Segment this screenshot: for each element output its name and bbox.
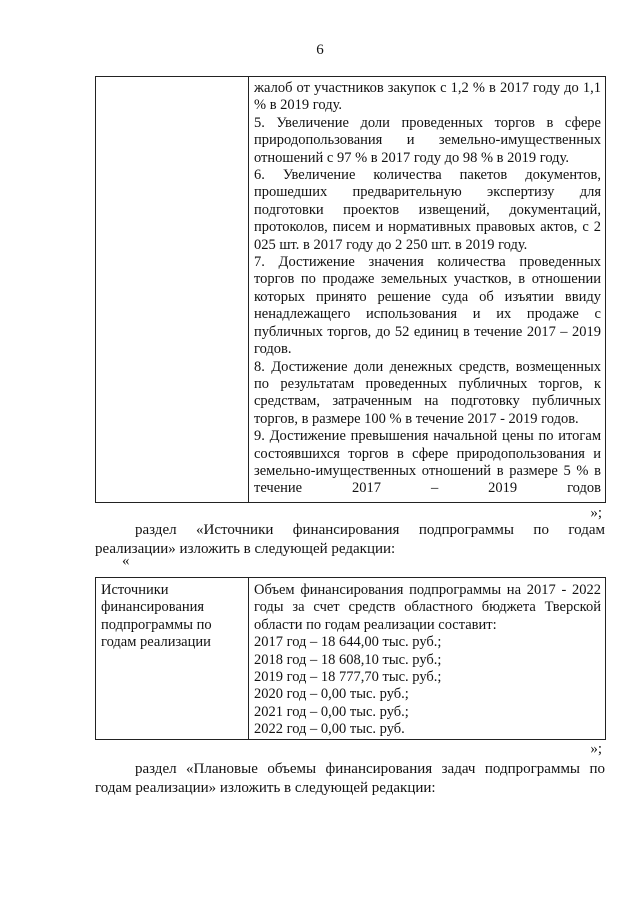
opening-quote: «: [122, 553, 130, 569]
target-item: 6. Увеличение количества пакетов документов, прошедших предварительную экспертизу для подготовки проектов извещений, документаций, протоколов, писем и нормативных правовых актов, с 2 025 шт. в 2017 году до 2 250 шт. в 2019 году.: [254, 167, 601, 253]
target-item: 9. Достижение превышения начальной цены по итогам состоявшихся торгов в сфере природопользования и земельно-имущественных отношений в размере 5 % в течение 2017 – 2019 годов: [254, 428, 601, 497]
closing-quote: »;: [590, 505, 602, 521]
section-paragraph: раздел «Плановые объемы финансирования задач подпрограммы по годам реализации» изложить в следующей редакции:: [95, 761, 605, 796]
targets-table: [95, 76, 606, 503]
closing-quote: »;: [590, 741, 602, 757]
targets-table-right-cell: [249, 77, 606, 503]
target-item: 5. Увеличение доли проведенных торгов в сфере природопользования и земельно-имущественных отношений с 97 % в 2017 году до 98 % в 2019 году.: [254, 114, 601, 166]
financing-intro: Объем финансирования подпрограммы на 2017 - 2022 годы за счет средств областного бюджета Тверской области по годам реализации составит:: [254, 582, 601, 633]
financing-year-line: 2017 год – 18 644,00 тыс. руб.;: [254, 634, 442, 651]
financing-year-line: 2020 год – 0,00 тыс. руб.;: [254, 686, 409, 703]
target-item: жалоб от участников закупок с 1,2 % в 2017 году до 1,1 % в 2019 году.: [254, 80, 601, 114]
page-number: 6: [316, 42, 324, 58]
targets-table-left-cell: [96, 77, 249, 503]
financing-table-right-cell: [249, 578, 606, 740]
financing-year-line: 2022 год – 0,00 тыс. руб.: [254, 721, 405, 738]
financing-year-line: 2019 год – 18 777,70 тыс. руб.;: [254, 669, 442, 686]
target-item: 7. Достижение значения количества проведенных торгов по продаже земельных участков, в отношении которых принято решение суда об изъятии ввиду ненадлежащего использования и их продаже с публичных торгов, до 52 единиц в течение 2017 – 2019 годов.: [254, 254, 601, 358]
financing-label: Источники финансирования подпрограммы по годам реализации: [101, 582, 212, 651]
financing-table: [95, 577, 606, 740]
financing-year-line: 2018 год – 18 608,10 тыс. руб.;: [254, 651, 442, 668]
section-paragraph: раздел «Источники финансирования подпрограммы по годам реализации» изложить в следующей редакции:: [95, 522, 605, 557]
target-item: 8. Достижение доли денежных средств, возмещенных по результатам проведенных публичных торгов, к средствам, затраченным на подготовку публичных торгов, в размере 100 % в течение 2017 - 2019 годов.: [254, 358, 601, 427]
financing-table-left-cell: [96, 578, 249, 740]
financing-year-line: 2021 год – 0,00 тыс. руб.;: [254, 703, 409, 720]
